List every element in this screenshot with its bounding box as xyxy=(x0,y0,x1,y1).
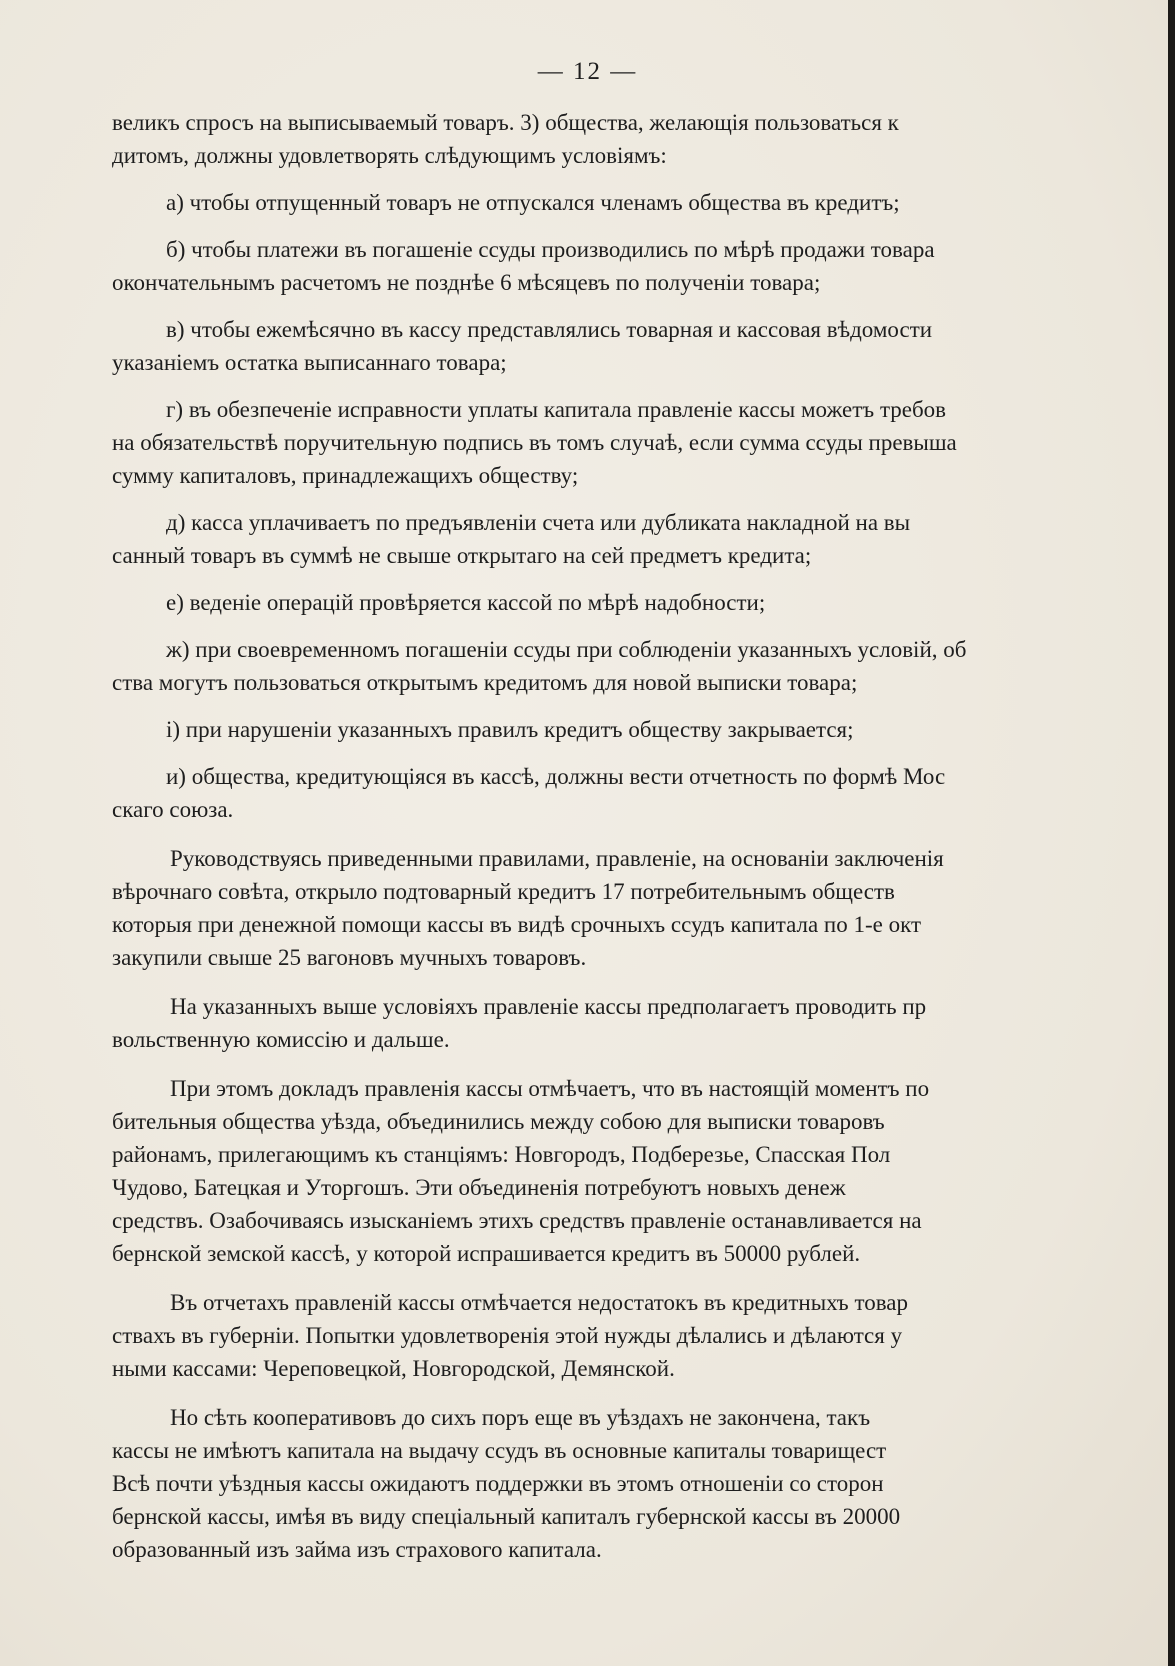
text-line: кассы не имѣютъ капитала на выдачу ссудъ въ основные капиталы товарищест xyxy=(112,1438,887,1463)
list-item-paragraph xyxy=(112,713,1157,746)
list-item-paragraph xyxy=(112,633,1157,699)
text-line: дитомъ, должны удовлетворять слѣдующимъ условіямъ: xyxy=(112,143,667,168)
page-number: — 12 — xyxy=(537,58,638,85)
page-edge-shadow xyxy=(1168,0,1175,1666)
text-line: Въ отчетахъ правленій кассы отмѣчается недостатокъ въ кредитныхъ товар xyxy=(170,1290,908,1315)
text-line: ствахъ въ губерніи. Попытки удовлетворенія этой нужды дѣлались и дѣлаются у xyxy=(112,1323,903,1348)
paragraph xyxy=(112,1072,1157,1270)
text-line: и) общества, кредитующіяся въ кассѣ, должны вести отчетность по формѣ Мос xyxy=(166,764,946,789)
paragraph xyxy=(112,842,1157,974)
text-line: ж) при своевременномъ погашеніи ссуды при соблюденіи указанныхъ условій, об xyxy=(166,637,967,662)
text-line: Но сѣть кооперативовъ до сихъ поръ еще въ уѣздахъ не закончена, такъ xyxy=(170,1405,871,1430)
text-line: скаго союза. xyxy=(112,797,234,822)
text-line: бернской кассы, имѣя въ виду спеціальный капиталъ губернской кассы въ 20000 xyxy=(112,1504,901,1529)
text-line: д) касса уплачиваетъ по предъявленіи счета или дубликата накладной на вы xyxy=(166,510,911,535)
text-line: которыя при денежной помощи кассы въ видѣ срочныхъ ссудъ капитала по 1-е окт xyxy=(112,912,922,937)
text-line: в) чтобы ежемѣсячно въ кассу представлялись товарная и кассовая вѣдомости xyxy=(166,317,933,342)
text-line: вѣрочнаго совѣта, открыло подтоварный кредитъ 17 потребительнымъ обществ xyxy=(112,879,895,904)
text-line: ными кассами: Череповецкой, Новгородской, Демянской. xyxy=(112,1356,675,1381)
list-item-paragraph xyxy=(112,186,1157,219)
text-line: На указанныхъ выше условіяхъ правленіе кассы предполагаетъ проводить пр xyxy=(170,994,927,1019)
list-item-paragraph xyxy=(112,313,1157,379)
paragraph xyxy=(112,1401,1157,1566)
text-line: на обязательствѣ поручительную подпись въ томъ случаѣ, если сумма ссуды превыша xyxy=(112,430,957,455)
list-item-paragraph xyxy=(112,586,1157,619)
paragraph xyxy=(112,1286,1157,1385)
text-line: средствъ. Озабочиваясь изысканіемъ этихъ средствъ правленіе останавливается на xyxy=(112,1208,922,1233)
text-line: б) чтобы платежи въ погашеніе ссуды производились по мѣрѣ продажи товара xyxy=(166,237,935,262)
text-line: Чудово, Батецкая и Уторгошъ. Эти объединенія потребуютъ новыхъ денеж xyxy=(112,1175,846,1200)
text-line: бительныя общества уѣзда, объединились между собою для выписки товаровъ xyxy=(112,1109,885,1134)
text-line: вольственную комиссію и дальше. xyxy=(112,1027,450,1052)
paragraph xyxy=(112,106,1157,172)
text-line: указаніемъ остатка выписаннаго товара; xyxy=(112,350,507,375)
body-text xyxy=(112,106,1157,1580)
text-line: образованный изъ займа изъ страхового капитала. xyxy=(112,1537,602,1562)
text-line: При этомъ докладъ правленія кассы отмѣчаетъ, что въ настоящій моментъ по xyxy=(170,1076,930,1101)
list-item-paragraph xyxy=(112,506,1157,572)
text-line: а) чтобы отпущенный товаръ не отпускался членамъ общества въ кредитъ; xyxy=(166,190,900,215)
text-line: ства могутъ пользоваться открытымъ кредитомъ для новой выписки товара; xyxy=(112,670,858,695)
list-item-paragraph xyxy=(112,760,1157,826)
text-line: Всѣ почти уѣздныя кассы ожидаютъ поддержки въ этомъ отношеніи со сторон xyxy=(112,1471,884,1496)
paragraph xyxy=(112,990,1157,1056)
text-line: закупили свыше 25 вагоновъ мучныхъ товаровъ. xyxy=(112,945,587,970)
text-line: Руководствуясь приведенными правилами, правленіе, на основаніи заключенія xyxy=(170,846,944,871)
text-line: районамъ, прилегающимъ къ станціямъ: Новгородъ, Подберезье, Спасская Пол xyxy=(112,1142,891,1167)
text-line: і) при нарушеніи указанныхъ правилъ кредитъ обществу закрывается; xyxy=(166,717,854,742)
text-line: г) въ обезпеченіе исправности уплаты капитала правленіе кассы можетъ требов xyxy=(166,397,947,422)
text-line: сумму капиталовъ, принадлежащихъ обществу; xyxy=(112,463,579,488)
text-line: е) веденіе операцій провѣряется кассой по мѣрѣ надобности; xyxy=(166,590,766,615)
list-item-paragraph xyxy=(112,393,1157,492)
text-line: санный товаръ въ суммѣ не свыше открытаго на сей предметъ кредита; xyxy=(112,543,812,568)
text-line: бернской земской кассѣ, у которой испрашивается кредитъ въ 50000 рублей. xyxy=(112,1241,861,1266)
list-item-paragraph xyxy=(112,233,1157,299)
text-line: великъ спросъ на выписываемый товаръ. 3) общества, желающія пользоваться к xyxy=(112,110,899,135)
text-line: окончательнымъ расчетомъ не позднѣе 6 мѣсяцевъ по полученіи товара; xyxy=(112,270,821,295)
